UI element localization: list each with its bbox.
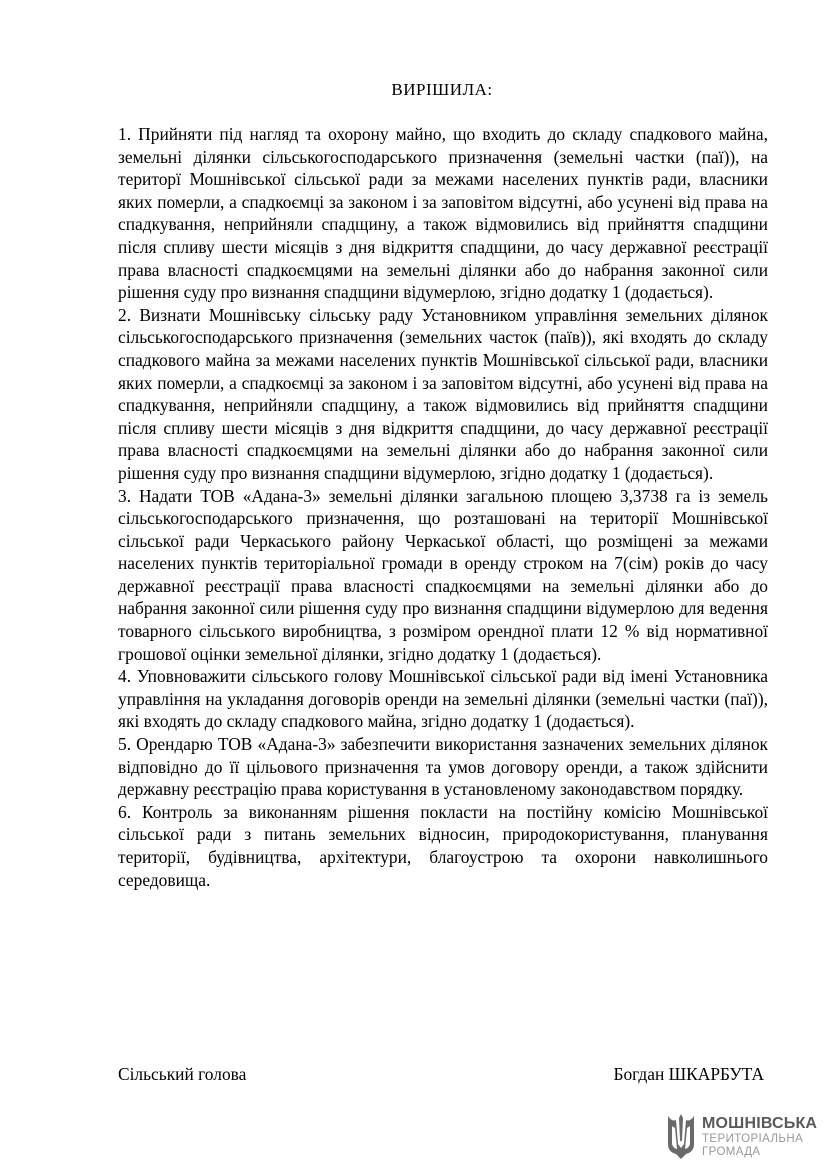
decision-item-4: 4. Уповноважити сільського голову Мошнівської сільської ради від імені Установника управління на укладання договорів оренди на земельні ділянки (земельні частки (паї)), які входять до складу спадкового майна, згідно додатку 1 (додається). [118,666,768,732]
signature-block [118,1064,768,1085]
decision-item-2: 2. Визнати Мошнівську сільську раду Установником управління земельних ділянок сільськогосподарського призначення (земельних часток (паїв)), які входять до складу спадкового майна за межами населених пунктів Мошнівської сільської ради, власники яких померли, а спадкоємці за законом і за заповітом відсутні, або усунені від права на спадкування, неприйняли спадщину, а також відмовились від прийняття спадщини після спливу шести місяців з дня відкриття спадщини, до часу державної реєстрації права власності спадкоємцями на земельні ділянки або до набрання законної сили рішення суду про визнання спадщини відумерлою, згідно додатку 1 (додається). [118,304,768,483]
decision-item-3: 3. Надати ТОВ «Адана-3» земельні ділянки загальною площею 3,3738 га із земель сільськогосподарського призначення, що розташовані на території Мошнівської сільської ради Черкаського району Черкаської області, що розміщені за межами населених пунктів територіальної громади в оренду строком на 7(сім) років до часу державної реєстрації права власності спадкоємцями на земельні ділянки або до набрання законної сили рішення суду про визнання спадщини відумерлою для ведення товарного сільського виробництва, з розміром орендної плати 12 % від нормативної грошової оцінки земельної ділянки, згідно додатку 1 (додається). [118,485,768,664]
decision-item-1: 1. Прийняти під нагляд та охорону майно, що входить до складу спадкового майна, земельні ділянки сільськогосподарського призначення (земельні частки (паї)), на територї Мошнівської сільської ради за межами населених пунктів ради, власники яких померли, а спадкоємці за законом і за заповітом відсутні, або усунені від права на спадкування, неприйняли спадщину, а також відмовились від прийняття спадщини після спливу шести місяців з дня відкриття спадщини, до часу державної реєстрації права власності спадкоємцями на земельні ділянки або до набрання законної сили рішення суду про визнання спадщини відумерлою, згідно додатку 1 (додається). [118,124,768,303]
decision-item-6: 6. Контроль за виконанням рішення покласти на постійну комісію Мошнівської сільської ради з питань земельних відносин, природокористування, планування території, будівництва, архітектури, благоустрою та охорони навколишнього середовища. [118,801,768,890]
logo-subtitle-line2: ГРОМАДА [702,1146,761,1158]
logo-subtitle-line1: ТЕРИТОРІАЛЬНА [702,1132,804,1145]
signatory-name: Богдан ШКАРБУТА [613,1064,764,1084]
decision-heading: ВИРІШИЛА: [391,80,493,99]
signatory-title: Сільський голова [118,1064,247,1084]
logo-title: МОШНІВСЬКА [702,1114,818,1132]
trident-emblem-icon [666,1114,696,1160]
decision-body [118,123,768,891]
logo-text [702,1116,817,1159]
decision-item-5: 5. Орендарю ТОВ «Адана-3» забезпечити використання зазначених земельних ділянок відповідно до її цільового призначення та умов договору оренди, а також здійснити державну реєстрацію права користування в установленому законодавством порядку. [118,734,768,800]
community-logo [666,1111,816,1163]
